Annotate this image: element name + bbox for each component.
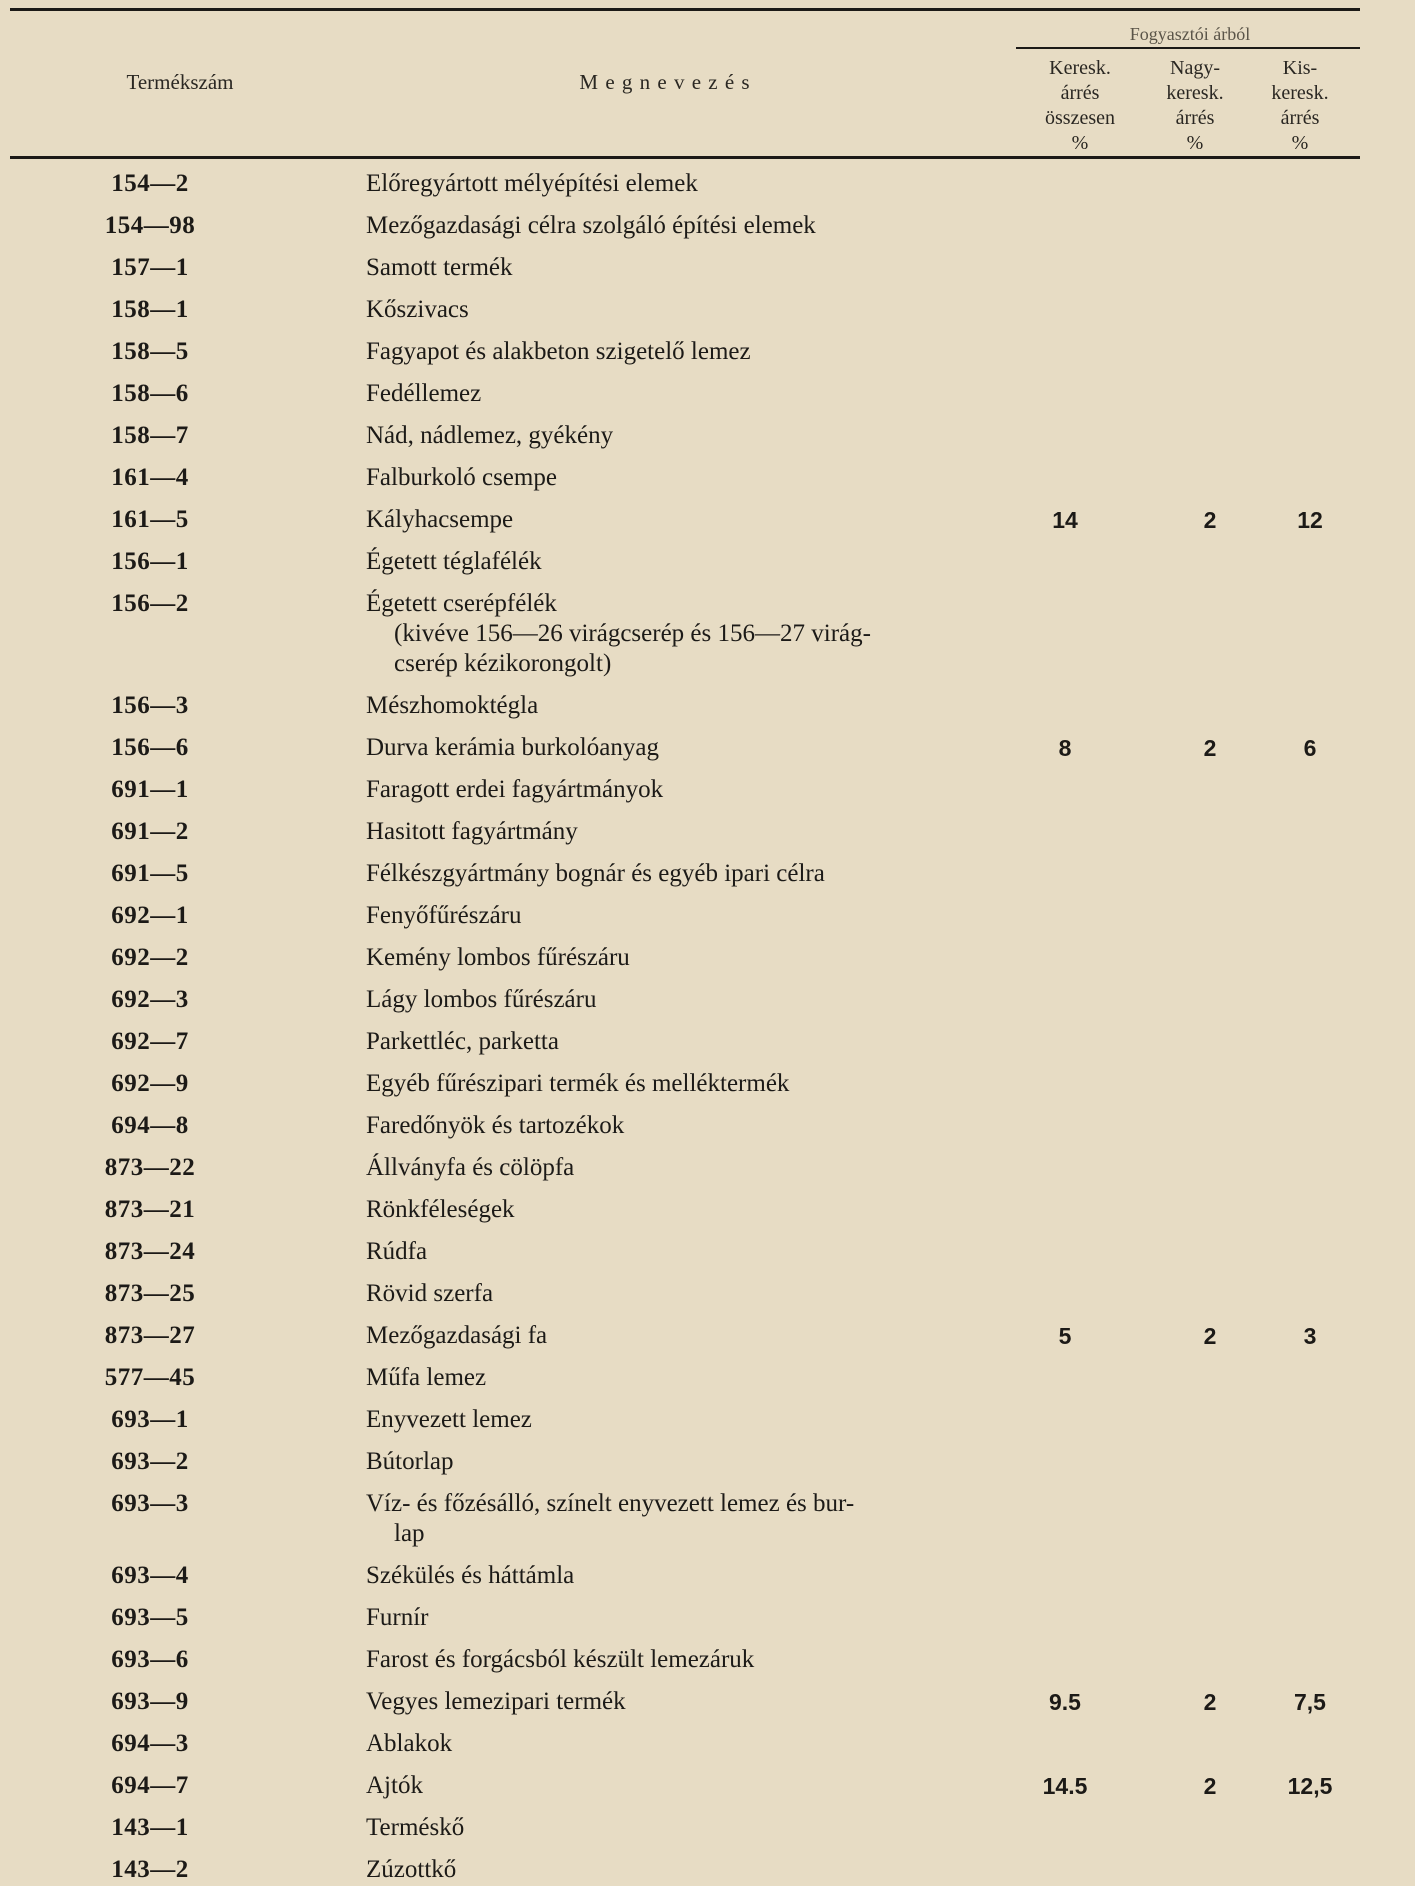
wholesale-margin-value: 2 [1203, 735, 1217, 761]
product-code: 158—5 [111, 338, 189, 365]
product-code: 692—7 [111, 1028, 189, 1055]
product-name-line: Állványfa és cölöpfa [366, 1154, 575, 1181]
product-code: 158—7 [111, 422, 189, 449]
product-code: 161—4 [111, 464, 189, 491]
product-name-line: Faredőnyök és tartozékok [366, 1112, 625, 1139]
product-name-line: Székülés és háttámla [366, 1562, 575, 1589]
wholesale-margin-value: 2 [1203, 1323, 1217, 1349]
product-name-line: Vegyes lemezipari termék [366, 1688, 626, 1715]
header-sub-1-line: Keresk. [1049, 57, 1111, 79]
product-name [366, 295, 1046, 325]
product-name-line: Kályhacsempe [366, 506, 514, 533]
product-name-line: Mezőgazdasági célra szolgáló építési elemek [366, 212, 816, 239]
product-name-line: Előregyártott mélyépítési elemek [366, 170, 698, 197]
product-name-line: cserép kézikorongolt) [394, 650, 612, 677]
product-name [366, 775, 1046, 805]
retail-margin-value: 12,5 [1287, 1773, 1333, 1799]
product-name-line: Egyéb fűrészipari termék és melléktermék [366, 1070, 790, 1097]
header-sub-3 [1250, 56, 1350, 156]
product-name-line: Enyvezett lemez [366, 1406, 532, 1433]
product-name-line: Parkettléc, parketta [366, 1028, 559, 1055]
product-code: 154—2 [111, 170, 189, 197]
product-name-line: Zúzottkő [366, 1856, 457, 1883]
product-code: 577—45 [104, 1364, 196, 1391]
header-sub-3-line: keresk. [1271, 82, 1329, 104]
product-name-line: Rúdfa [366, 1238, 428, 1265]
product-name [366, 463, 1046, 493]
product-name [366, 817, 1046, 847]
retail-margin-value: 12 [1297, 507, 1323, 533]
product-code: 691—2 [111, 818, 189, 845]
product-name-line: lap [394, 1520, 425, 1547]
header-bottom-rule [10, 156, 1360, 159]
product-code: 157—1 [111, 254, 189, 281]
product-code: 873—27 [104, 1322, 196, 1349]
wholesale-margin-value: 2 [1203, 1689, 1217, 1715]
header-sub-1-line: % [1071, 132, 1089, 154]
product-name [366, 1729, 1046, 1759]
total-margin-value: 8 [1058, 735, 1072, 761]
product-name [366, 1069, 1046, 1099]
top-rule [10, 8, 1360, 11]
product-name [366, 1603, 1046, 1633]
product-code: 873—22 [104, 1154, 196, 1181]
product-code: 693—6 [111, 1646, 189, 1673]
product-name-line: Nád, nádlemez, gyékény [366, 422, 614, 449]
product-code: 694—7 [111, 1772, 189, 1799]
product-name [366, 1111, 1046, 1141]
product-name [366, 1321, 1046, 1351]
product-name-line: Fedéllemez [366, 380, 482, 407]
header-code: Termékszám [126, 70, 234, 94]
product-code: 691—5 [111, 860, 189, 887]
product-name [366, 1195, 1046, 1225]
product-name [366, 1489, 1046, 1549]
product-name [366, 943, 1046, 973]
product-name [366, 1855, 1046, 1885]
total-margin-value: 14 [1052, 507, 1078, 533]
product-name [366, 1237, 1046, 1267]
product-code: 693—5 [111, 1604, 189, 1631]
product-name-line: Rövid szerfa [366, 1280, 494, 1307]
wholesale-margin-value: 2 [1203, 1773, 1217, 1799]
product-code: 693—2 [111, 1448, 189, 1475]
header-sub-3-line: Kis- [1282, 57, 1318, 79]
product-name-line: Farost és forgácsból készült lemezáruk [366, 1646, 755, 1673]
product-name-line: Rönkféleségek [366, 1196, 515, 1223]
product-name-line: Égetett cserépfélék [366, 590, 557, 617]
product-name [366, 1027, 1046, 1057]
total-margin-value: 14.5 [1042, 1773, 1088, 1799]
product-name-line: Ajtók [366, 1772, 423, 1799]
group-underline [1016, 47, 1360, 49]
product-name-line: Samott termék [366, 254, 513, 281]
product-name-line: Mezőgazdasági fa [366, 1322, 548, 1349]
product-name-line: Égetett téglafélék [366, 548, 542, 575]
product-name [366, 901, 1046, 931]
product-name-line: Műfa lemez [366, 1364, 487, 1391]
header-sub-1 [1015, 56, 1145, 156]
product-code: 873—21 [104, 1196, 196, 1223]
product-code: 156—1 [111, 548, 189, 575]
product-name-line: Bútorlap [366, 1448, 454, 1475]
product-name-line: Faragott erdei fagyártmányok [366, 776, 664, 803]
product-code: 873—25 [104, 1280, 196, 1307]
product-name-line: Hasitott fagyártmány [366, 818, 578, 845]
product-name [366, 691, 1046, 721]
header-sub-3-line: árrés [1280, 107, 1320, 129]
header-sub-2 [1145, 56, 1245, 156]
product-code: 693—3 [111, 1490, 189, 1517]
retail-margin-value: 3 [1303, 1323, 1317, 1349]
product-name-line: Kőszivacs [366, 296, 469, 323]
product-code: 161—5 [111, 506, 189, 533]
product-code: 692—3 [111, 986, 189, 1013]
product-code: 154—98 [104, 212, 196, 239]
product-code: 156—3 [111, 692, 189, 719]
product-name-line: Víz- és főzésálló, színelt enyvezett lemez és bur- [366, 1490, 855, 1517]
product-code: 693—1 [111, 1406, 189, 1433]
product-name [366, 1561, 1046, 1591]
product-name [366, 1279, 1046, 1309]
product-name-line: Terméskő [366, 1814, 465, 1841]
product-name-line: Kemény lombos fűrészáru [366, 944, 630, 971]
product-name-line: Furnír [366, 1604, 429, 1631]
total-margin-value: 5 [1058, 1323, 1072, 1349]
header-name: M e g n e v e z é s [579, 70, 751, 94]
product-name [366, 379, 1046, 409]
product-code: 693—4 [111, 1562, 189, 1589]
product-name [366, 1645, 1046, 1675]
header-sub-3-line: % [1291, 132, 1309, 154]
product-name-line: Falburkoló csempe [366, 464, 557, 491]
product-name [366, 589, 1046, 679]
product-code: 156—2 [111, 590, 189, 617]
product-code: 691—1 [111, 776, 189, 803]
product-name [366, 253, 1046, 283]
product-name [366, 421, 1046, 451]
product-name [366, 1687, 1046, 1717]
product-code: 158—6 [111, 380, 189, 407]
product-code: 692—9 [111, 1070, 189, 1097]
product-name [366, 1153, 1046, 1183]
product-name [366, 733, 1046, 763]
header-sub-2-line: Nagy- [1170, 57, 1220, 79]
product-name [366, 337, 1046, 367]
product-name [366, 505, 1046, 535]
product-code: 694—8 [111, 1112, 189, 1139]
product-name-line: Durva kerámia burkolóanyag [366, 734, 659, 761]
product-code: 692—2 [111, 944, 189, 971]
product-code: 156—6 [111, 734, 189, 761]
product-name [366, 1363, 1046, 1393]
product-name [366, 169, 1046, 199]
product-code: 694—3 [111, 1730, 189, 1757]
product-code: 143—2 [111, 1856, 189, 1883]
product-name [366, 1813, 1046, 1843]
product-name [366, 547, 1046, 577]
product-name [366, 1771, 1046, 1801]
product-code: 143—1 [111, 1814, 189, 1841]
header-sub-1-line: árrés [1060, 82, 1100, 104]
wholesale-margin-value: 2 [1203, 507, 1217, 533]
retail-margin-value: 6 [1303, 735, 1317, 761]
product-name [366, 985, 1046, 1015]
product-code: 693—9 [111, 1688, 189, 1715]
product-name-line: Fenyőfűrészáru [366, 902, 522, 929]
header-group-title: Fogyasztói árból [1129, 24, 1251, 44]
product-name-line: Félkészgyártmány bognár és egyéb ipari célra [366, 860, 825, 887]
header-sub-2-line: keresk. [1166, 82, 1224, 104]
product-name [366, 859, 1046, 889]
product-name-line: Fagyapot és alakbeton szigetelő lemez [366, 338, 751, 365]
retail-margin-value: 7,5 [1294, 1689, 1326, 1715]
header-sub-2-line: árrés [1175, 107, 1215, 129]
header-sub-1-line: összesen [1045, 107, 1115, 129]
product-name [366, 1405, 1046, 1435]
product-name-line: Ablakok [366, 1730, 453, 1757]
total-margin-value: 9.5 [1049, 1689, 1081, 1715]
product-code: 158—1 [111, 296, 189, 323]
product-code: 692—1 [111, 902, 189, 929]
product-name [366, 1447, 1046, 1477]
header-sub-2-line: % [1186, 132, 1204, 154]
product-code: 873—24 [104, 1238, 196, 1265]
product-name-line: Lágy lombos fűrészáru [366, 986, 597, 1013]
product-name-line: Mészhomoktégla [366, 692, 539, 719]
product-name-line: (kivéve 156—26 virágcserép és 156—27 virág- [394, 620, 871, 647]
product-name [366, 211, 1046, 241]
